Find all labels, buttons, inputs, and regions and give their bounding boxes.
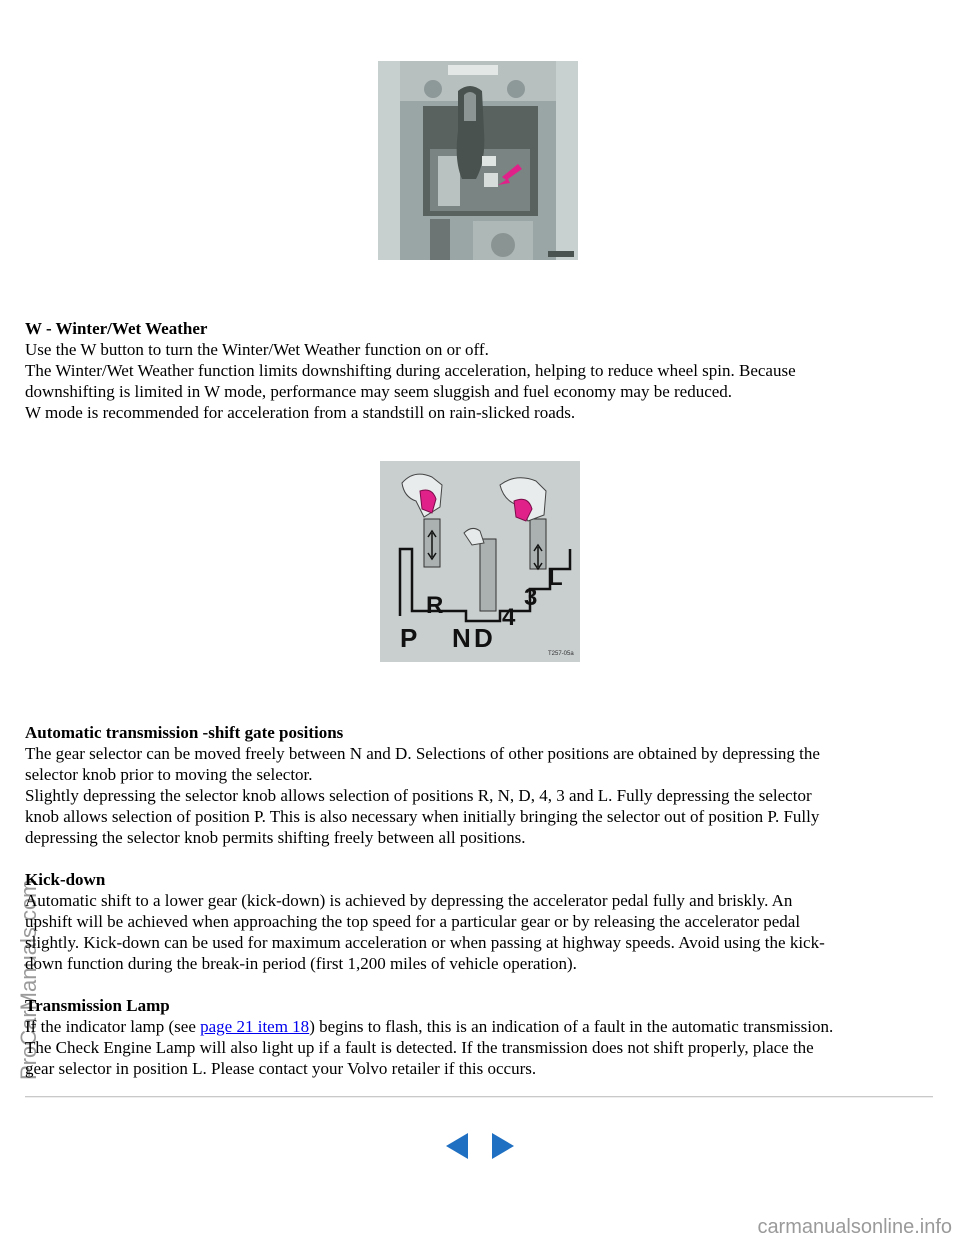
winter-line: Use the W button to turn the Winter/Wet Weather function on or off. — [25, 340, 489, 359]
side-watermark: ProCarManuals.com — [16, 879, 41, 1080]
gate-line: knob allows selection of position P. This is also necessary when initially bringing the selector out of position P. Fully — [25, 807, 820, 826]
gate-section — [25, 722, 940, 848]
gate-line: Slightly depressing the selector knob allows selection of positions R, N, D, 4, 3 and L. Fully depressing the selector — [25, 786, 812, 805]
kickdown-line: down function during the break-in period (first 1,200 miles of vehicle operation). — [25, 954, 577, 973]
lamp-line: gear selector in position L. Please contact your Volvo retailer if this occurs. — [25, 1059, 537, 1078]
footer-watermark: carmanualsonline.info — [757, 1216, 952, 1238]
winter-line: W mode is recommended for acceleration from a standstill on rain-slicked roads. — [25, 403, 576, 422]
winter-section — [25, 318, 940, 423]
page-21-item-18-link[interactable]: page 21 item 18 — [200, 1017, 310, 1036]
lamp-heading: Transmission Lamp — [25, 996, 170, 1015]
previous-page-button[interactable] — [444, 1131, 470, 1161]
gate-label-4: 4 — [502, 604, 516, 631]
winter-line: The Winter/Wet Weather function limits downshifting during acceleration, helping to reduce wheel spin. Because — [25, 361, 796, 380]
lamp-line: The Check Engine Lamp will also light up if a fault is detected. If the transmission does not shift properly, place the — [25, 1038, 814, 1057]
gate-label-3: 3 — [524, 584, 538, 611]
lamp-line — [25, 1016, 940, 1037]
winter-line: downshifting is limited in W mode, performance may seem sluggish and fuel economy may be reduced. — [25, 382, 733, 401]
right-triangle-icon — [492, 1133, 514, 1159]
gate-label-p: P — [400, 623, 418, 653]
gate-label-r: R — [426, 592, 444, 619]
gate-label-n: N — [452, 623, 471, 653]
lamp-section — [25, 995, 940, 1079]
gate-label-d: D — [474, 623, 493, 653]
left-triangle-icon — [446, 1133, 468, 1159]
winter-heading: W - Winter/Wet Weather — [25, 319, 208, 338]
gate-line: depressing the selector knob permits shifting freely between all positions. — [25, 828, 526, 847]
figure-code: T257-05a — [548, 651, 574, 657]
kickdown-heading: Kick-down — [25, 870, 106, 889]
gate-label-l: L — [548, 564, 563, 591]
gate-line: selector knob prior to moving the selector. — [25, 765, 313, 784]
kickdown-line: slightly. Kick-down can be used for maximum acceleration or when passing at highway speeds. Avoid using the kick- — [25, 933, 825, 952]
gate-heading: Automatic transmission -shift gate positions — [25, 723, 344, 742]
gear-console-photo — [378, 61, 578, 260]
shift-gate-diagram — [380, 461, 580, 662]
divider — [25, 1096, 933, 1098]
lamp-line-before: If the indicator lamp (see — [25, 1017, 201, 1036]
kickdown-section — [25, 869, 940, 974]
kickdown-line: upshift will be achieved when approaching the top speed for a particular gear or by releasing the accelerator pedal — [25, 912, 801, 931]
gate-line: The gear selector can be moved freely between N and D. Selections of other positions are obtained by depressing the — [25, 744, 820, 763]
next-page-button[interactable] — [490, 1131, 516, 1161]
kickdown-line: Automatic shift to a lower gear (kick-down) is achieved by depressing the accelerator pedal fully and briskly. An — [25, 891, 793, 910]
lamp-line-after: ) begins to flash, this is an indication of a fault in the automatic transmission. — [309, 1017, 834, 1036]
